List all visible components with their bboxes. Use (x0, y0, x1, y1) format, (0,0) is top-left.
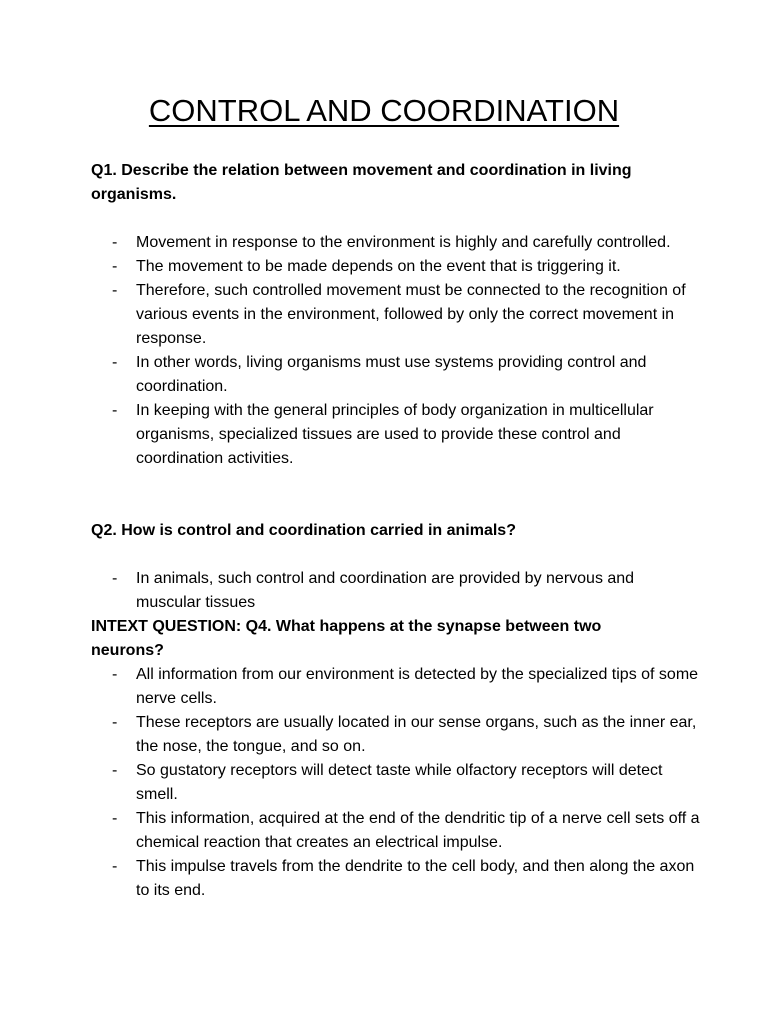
bullet-dash: - (112, 570, 118, 587)
bullet-dash: - (112, 282, 118, 299)
list-item (112, 711, 702, 759)
list-item-text: In other words, living organisms must use systems providing control and coordination. (136, 354, 647, 395)
list-item (112, 807, 702, 855)
list-item-text: This information, acquired at the end of the dendritic tip of a nerve cell sets off a chemical reaction that creates an electrical impulse. (136, 810, 700, 851)
list-item (112, 567, 702, 615)
question-q2: Q2. How is control and coordination carried in animals? (91, 522, 516, 539)
question-q1: Q1. Describe the relation between movement and coordination in living organisms. (91, 162, 632, 203)
question-q4: INTEXT QUESTION: Q4. What happens at the synapse between two neurons? (91, 618, 602, 659)
bullet-dash: - (112, 714, 118, 731)
list-item-text: Movement in response to the environment is highly and carefully controlled. (136, 234, 671, 251)
q4-answer-list (112, 663, 702, 903)
list-item-text: These receptors are usually located in our sense organs, such as the inner ear, the nose, the tongue, and so on. (136, 714, 697, 755)
list-item (112, 255, 702, 279)
list-item-text: So gustatory receptors will detect taste while olfactory receptors will detect smell. (136, 762, 663, 803)
q2-answer-list (112, 567, 702, 615)
bullet-dash: - (112, 258, 118, 275)
bullet-dash: - (112, 762, 118, 779)
bullet-dash: - (112, 354, 118, 371)
bullet-dash: - (112, 402, 118, 419)
q1-answer-list (112, 231, 702, 471)
list-item (112, 759, 702, 807)
bullet-dash: - (112, 810, 118, 827)
list-item-text: Therefore, such controlled movement must be connected to the recognition of various events in the environment, followed by only the correct movement in response. (136, 282, 686, 347)
list-item (112, 663, 702, 711)
list-item-text: The movement to be made depends on the event that is triggering it. (136, 258, 621, 275)
list-item (112, 231, 702, 255)
list-item-text: In animals, such control and coordination are provided by nervous and muscular tissues (136, 570, 635, 611)
list-item-text: In keeping with the general principles of body organization in multicellular organisms, specialized tissues are used to provide these control and coordination activities. (136, 402, 654, 467)
bullet-dash: - (112, 234, 118, 251)
list-item (112, 279, 702, 351)
list-item-text: This impulse travels from the dendrite to the cell body, and then along the axon to its end. (136, 858, 695, 899)
bullet-dash: - (112, 858, 118, 875)
list-item (112, 351, 702, 399)
list-item-text: All information from our environment is detected by the specialized tips of some nerve cells. (136, 666, 699, 707)
page-title: CONTROL AND COORDINATION (148, 93, 620, 128)
list-item (112, 855, 702, 903)
list-item (112, 399, 702, 471)
bullet-dash: - (112, 666, 118, 683)
